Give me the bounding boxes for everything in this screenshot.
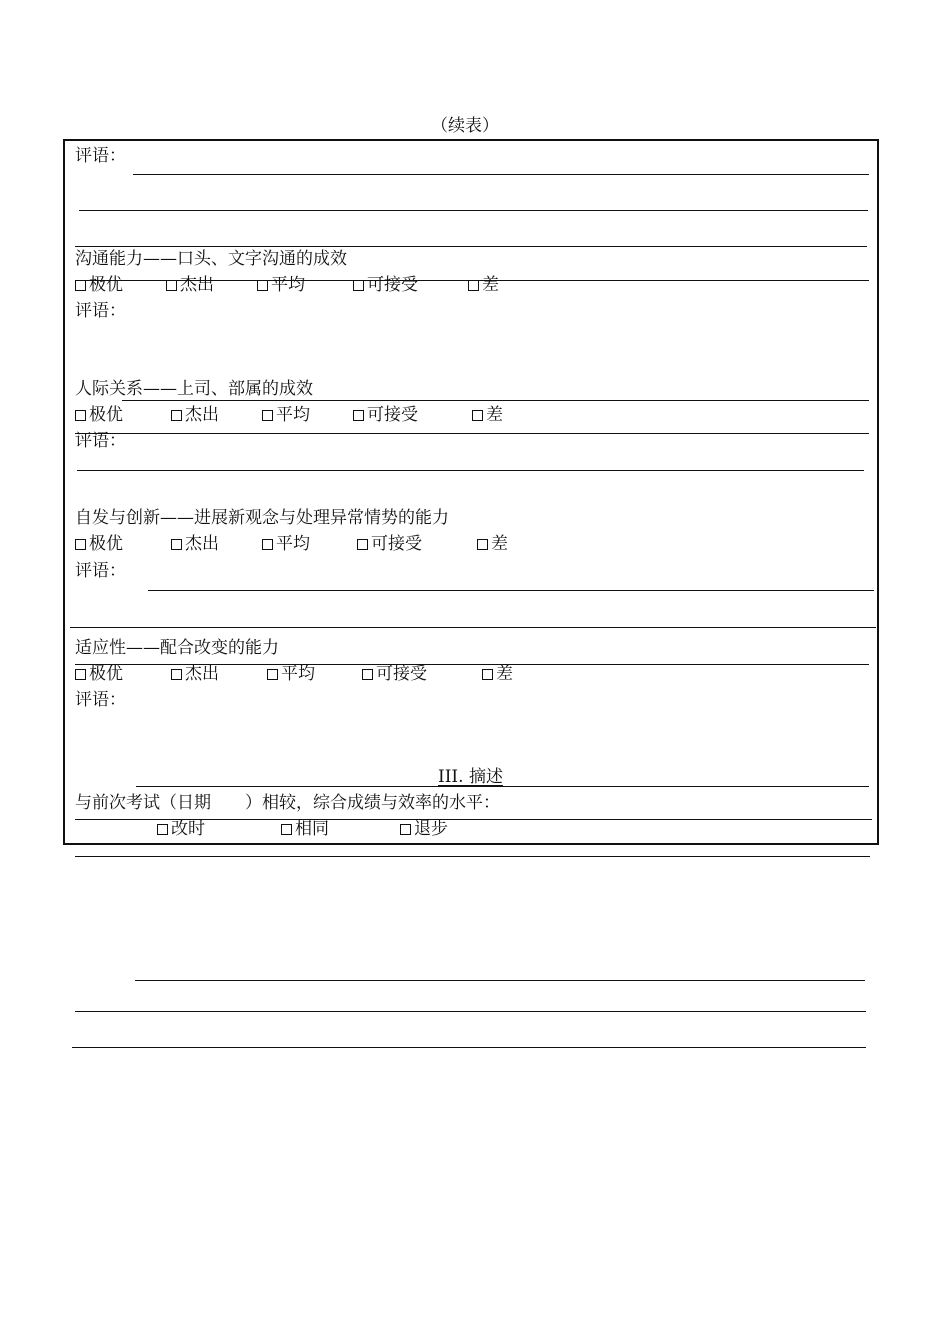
option-average[interactable]: 平均 [257,275,305,295]
option-outstanding[interactable]: 杰出 [171,405,219,425]
option-acceptable[interactable]: 可接受 [362,664,427,684]
checkbox[interactable] [171,539,182,550]
checkbox[interactable] [171,669,182,680]
option-average[interactable]: 平均 [267,664,315,684]
option-poor[interactable]: 差 [482,664,513,684]
option-same[interactable]: 相同 [281,819,329,839]
section-title-communication: 沟通能力——口头、文字沟通的成效 [75,249,347,269]
checkbox[interactable] [482,669,493,680]
comment-line[interactable] [75,1011,866,1012]
checkbox[interactable] [75,280,86,291]
section-title-initiative: 自发与创新——进展新观念与处理异常情势的能力 [75,508,449,528]
comment-line[interactable] [72,1047,866,1048]
checkbox[interactable] [362,669,373,680]
option-poor[interactable]: 差 [472,405,503,425]
comment-label: 评语： [75,561,126,581]
rule-line [136,786,869,787]
checkbox[interactable] [267,669,278,680]
comment-line[interactable] [75,856,870,857]
summary-question: 与前次考试（日期 ）相较，综合成绩与效率的水平： [75,793,500,813]
option-improved[interactable]: 改时 [157,819,205,839]
checkbox[interactable] [477,539,488,550]
evaluation-form-frame [63,139,879,845]
option-acceptable[interactable]: 可接受 [353,275,418,295]
checkbox[interactable] [400,824,411,835]
option-outstanding[interactable]: 杰出 [171,664,219,684]
option-average[interactable]: 平均 [262,405,310,425]
comment-line[interactable] [148,590,874,591]
option-outstanding[interactable]: 杰出 [171,534,219,554]
checkbox[interactable] [353,410,364,421]
comment-label: 评语： [75,146,126,166]
option-declined[interactable]: 退步 [400,819,448,839]
checkbox[interactable] [75,539,86,550]
checkbox[interactable] [171,410,182,421]
checkbox[interactable] [166,280,177,291]
option-excellent[interactable]: 极优 [75,664,123,684]
comment-label: 评语： [75,690,126,710]
comment-line[interactable] [135,980,865,981]
checkbox[interactable] [281,824,292,835]
checkbox[interactable] [472,410,483,421]
summary-heading: III. 摘述 [438,767,503,787]
checkbox[interactable] [357,539,368,550]
comment-line[interactable] [133,174,869,175]
comment-line[interactable] [77,470,864,471]
option-poor[interactable]: 差 [477,534,508,554]
checkbox[interactable] [353,280,364,291]
option-excellent[interactable]: 极优 [75,275,123,295]
checkbox[interactable] [257,280,268,291]
option-acceptable[interactable]: 可接受 [353,405,418,425]
option-acceptable[interactable]: 可接受 [357,534,422,554]
checkbox[interactable] [157,824,168,835]
comment-line[interactable] [70,627,876,628]
comment-line[interactable] [75,246,867,247]
rule-line [122,400,869,401]
checkbox[interactable] [75,669,86,680]
comment-line[interactable] [79,210,868,211]
section-title-relationships: 人际关系——上司、部属的成效 [75,379,313,399]
continued-caption: （续表） [431,116,499,136]
checkbox[interactable] [262,410,273,421]
option-average[interactable]: 平均 [262,534,310,554]
checkbox[interactable] [75,410,86,421]
comment-label: 评语： [75,301,126,321]
rule-line [75,433,869,434]
section-title-adaptability: 适应性——配合改变的能力 [75,638,279,658]
checkbox[interactable] [468,280,479,291]
comment-label: 评语： [75,431,126,451]
option-outstanding[interactable]: 杰出 [166,275,214,295]
option-excellent[interactable]: 极优 [75,534,123,554]
checkbox[interactable] [262,539,273,550]
option-poor[interactable]: 差 [468,275,499,295]
option-excellent[interactable]: 极优 [75,405,123,425]
